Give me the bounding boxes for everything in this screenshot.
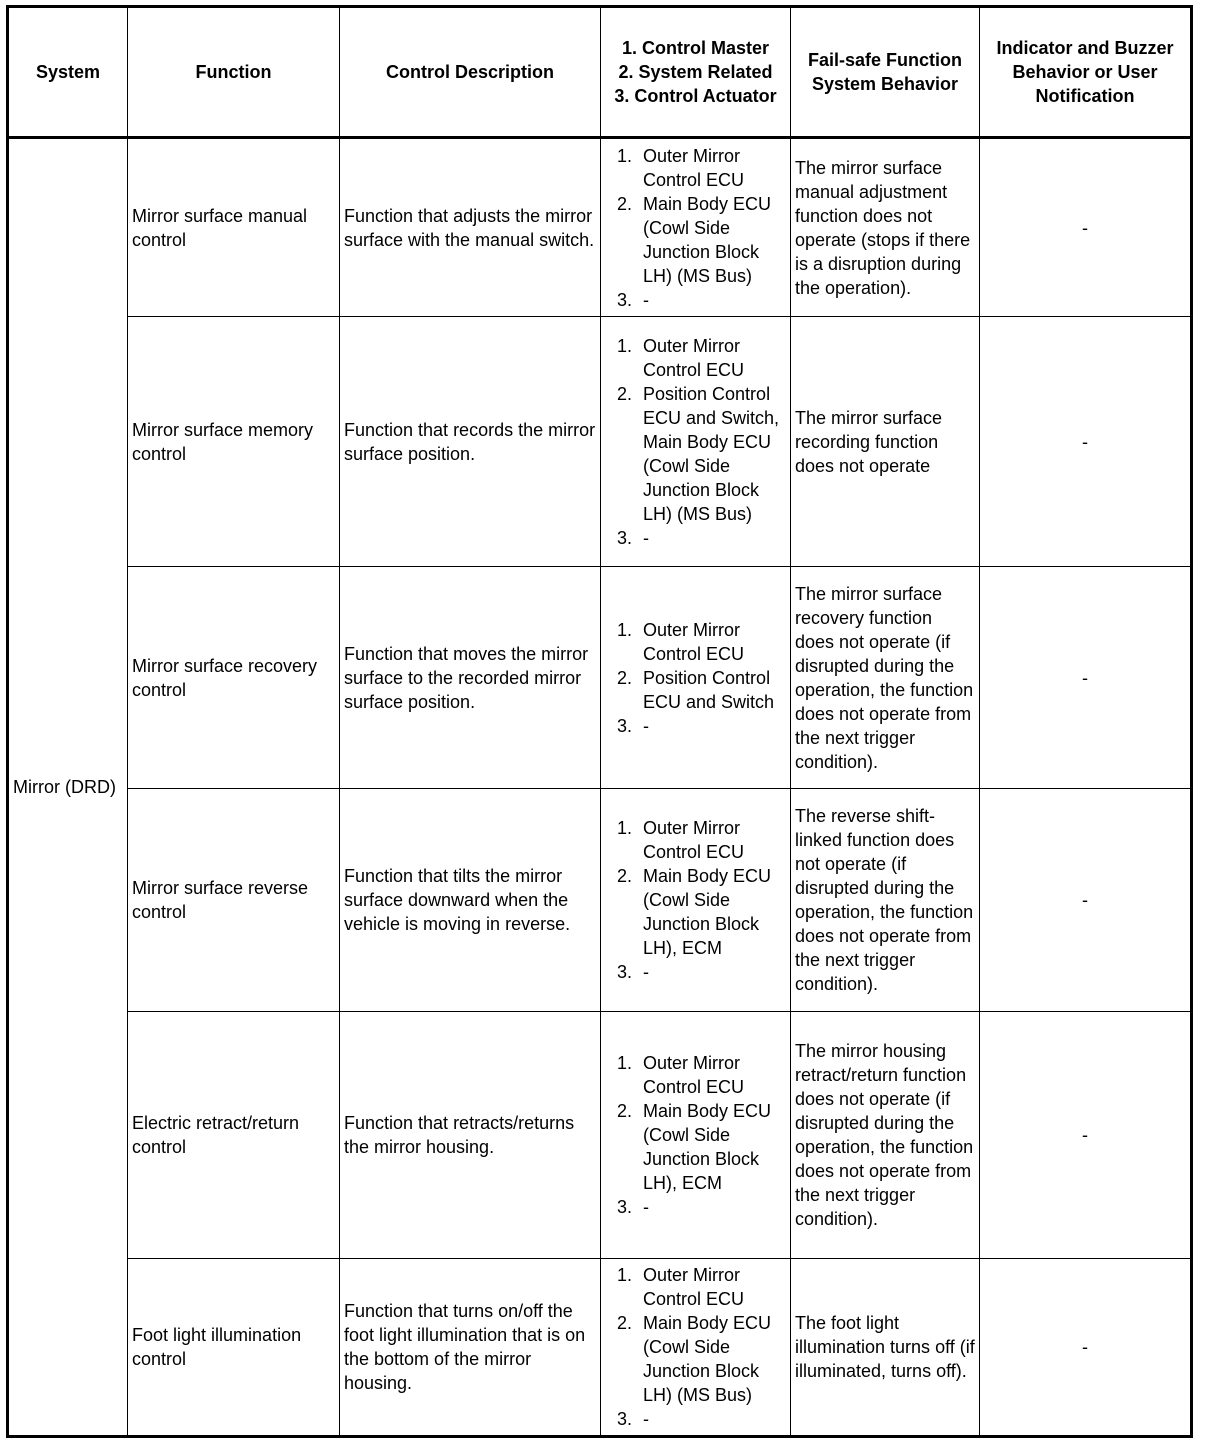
header-row xyxy=(8,7,1192,138)
control-master-cell xyxy=(601,138,791,317)
header-control-description: Control Description xyxy=(340,7,601,138)
table-row xyxy=(8,1259,1192,1437)
header-function: Function xyxy=(128,7,340,138)
table-row xyxy=(8,1012,1192,1259)
indicator-cell: - xyxy=(980,138,1192,317)
fail-safe-cell: The mirror surface manual adjustment function does not operate (stops if there is a disruption during the operation). xyxy=(791,138,980,317)
list-item: 3. - xyxy=(617,962,649,982)
list-item: 3. - xyxy=(617,1197,649,1217)
description-cell: Function that turns on/off the foot light illumination that is on the bottom of the mirror housing. xyxy=(340,1259,601,1437)
list-item: 2. Position Control ECU and Switch xyxy=(617,667,775,712)
function-cell: Mirror surface manual control xyxy=(128,138,340,317)
function-cell: Foot light illumination control xyxy=(128,1259,340,1437)
fail-safe-cell: The mirror surface recovery function does not operate (if disrupted during the operation, the function does not operate from the next trigger condition). xyxy=(791,567,980,789)
header-system: System xyxy=(8,7,128,138)
list-item: 1. Outer Mirror Control ECU xyxy=(617,1265,745,1309)
indicator-cell: - xyxy=(980,567,1192,789)
control-master-cell xyxy=(601,317,791,567)
header-control-master-line: 1. Control Master xyxy=(621,38,770,58)
list-item: 2. Main Body ECU (Cowl Side Junction Block LH), ECM xyxy=(617,1101,772,1193)
function-cell: Electric retract/return control xyxy=(128,1012,340,1259)
system-cell: Mirror (DRD) xyxy=(8,138,128,1437)
list-item: 2. Main Body ECU (Cowl Side Junction Block LH) (MS Bus) xyxy=(617,1313,772,1405)
fail-safe-cell: The mirror surface recording function does not operate xyxy=(791,317,980,567)
header-control-master-line: 2. System Related xyxy=(618,62,773,82)
table-row xyxy=(8,789,1192,1012)
indicator-cell: - xyxy=(980,1012,1192,1259)
list-item: 2. Main Body ECU (Cowl Side Junction Block LH), ECM xyxy=(617,866,772,958)
header-control-master xyxy=(601,7,791,138)
header-fail-safe: Fail-safe Function System Behavior xyxy=(791,7,980,138)
description-cell: Function that tilts the mirror surface downward when the vehicle is moving in reverse. xyxy=(340,789,601,1012)
function-cell: Mirror surface recovery control xyxy=(128,567,340,789)
list-item: 3. - xyxy=(617,715,649,736)
indicator-cell: - xyxy=(980,1259,1192,1437)
description-cell: Function that moves the mirror surface to the recorded mirror surface position. xyxy=(340,567,601,789)
list-item: 2. Main Body ECU (Cowl Side Junction Block LH) (MS Bus) xyxy=(617,193,772,286)
control-master-cell xyxy=(601,789,791,1012)
control-master-cell xyxy=(601,1259,791,1437)
indicator-cell: - xyxy=(980,317,1192,567)
control-master-cell xyxy=(601,1012,791,1259)
header-control-master-line: 3. Control Actuator xyxy=(614,86,777,106)
control-master-cell xyxy=(601,567,791,789)
list-item: 3. - xyxy=(617,1409,649,1429)
header-indicator: Indicator and Buzzer Behavior or User Notification xyxy=(980,7,1192,138)
fail-safe-cell: The foot light illumination turns off (if illuminated, turns off). xyxy=(791,1259,980,1437)
list-item: 2. Position Control ECU and Switch, Main Body ECU (Cowl Side Junction Block LH) (MS Bus) xyxy=(617,383,780,524)
list-item: 1. Outer Mirror Control ECU xyxy=(617,619,745,664)
table-row xyxy=(8,567,1192,789)
list-item: 3. - xyxy=(617,527,649,548)
list-item: 3. - xyxy=(617,289,649,310)
indicator-cell: - xyxy=(980,789,1192,1012)
fail-safe-cell: The reverse shift-linked function does not operate (if disrupted during the operation, the function does not operate from the next trigger condition). xyxy=(791,789,980,1012)
table-row xyxy=(8,317,1192,567)
list-item: 1. Outer Mirror Control ECU xyxy=(617,818,745,862)
table-row xyxy=(8,138,1192,317)
mirror-function-table xyxy=(6,5,1193,1438)
function-cell: Mirror surface memory control xyxy=(128,317,340,567)
list-item: 1. Outer Mirror Control ECU xyxy=(617,1053,745,1097)
function-cell: Mirror surface reverse control xyxy=(128,789,340,1012)
description-cell: Function that retracts/returns the mirror housing. xyxy=(340,1012,601,1259)
description-cell: Function that records the mirror surface position. xyxy=(340,317,601,567)
fail-safe-cell: The mirror housing retract/return function does not operate (if disrupted during the operation, the function does not operate from the next trigger condition). xyxy=(791,1012,980,1259)
list-item: 1. Outer Mirror Control ECU xyxy=(617,335,745,380)
list-item: 1. Outer Mirror Control ECU xyxy=(617,145,745,190)
description-cell: Function that adjusts the mirror surface with the manual switch. xyxy=(340,138,601,317)
